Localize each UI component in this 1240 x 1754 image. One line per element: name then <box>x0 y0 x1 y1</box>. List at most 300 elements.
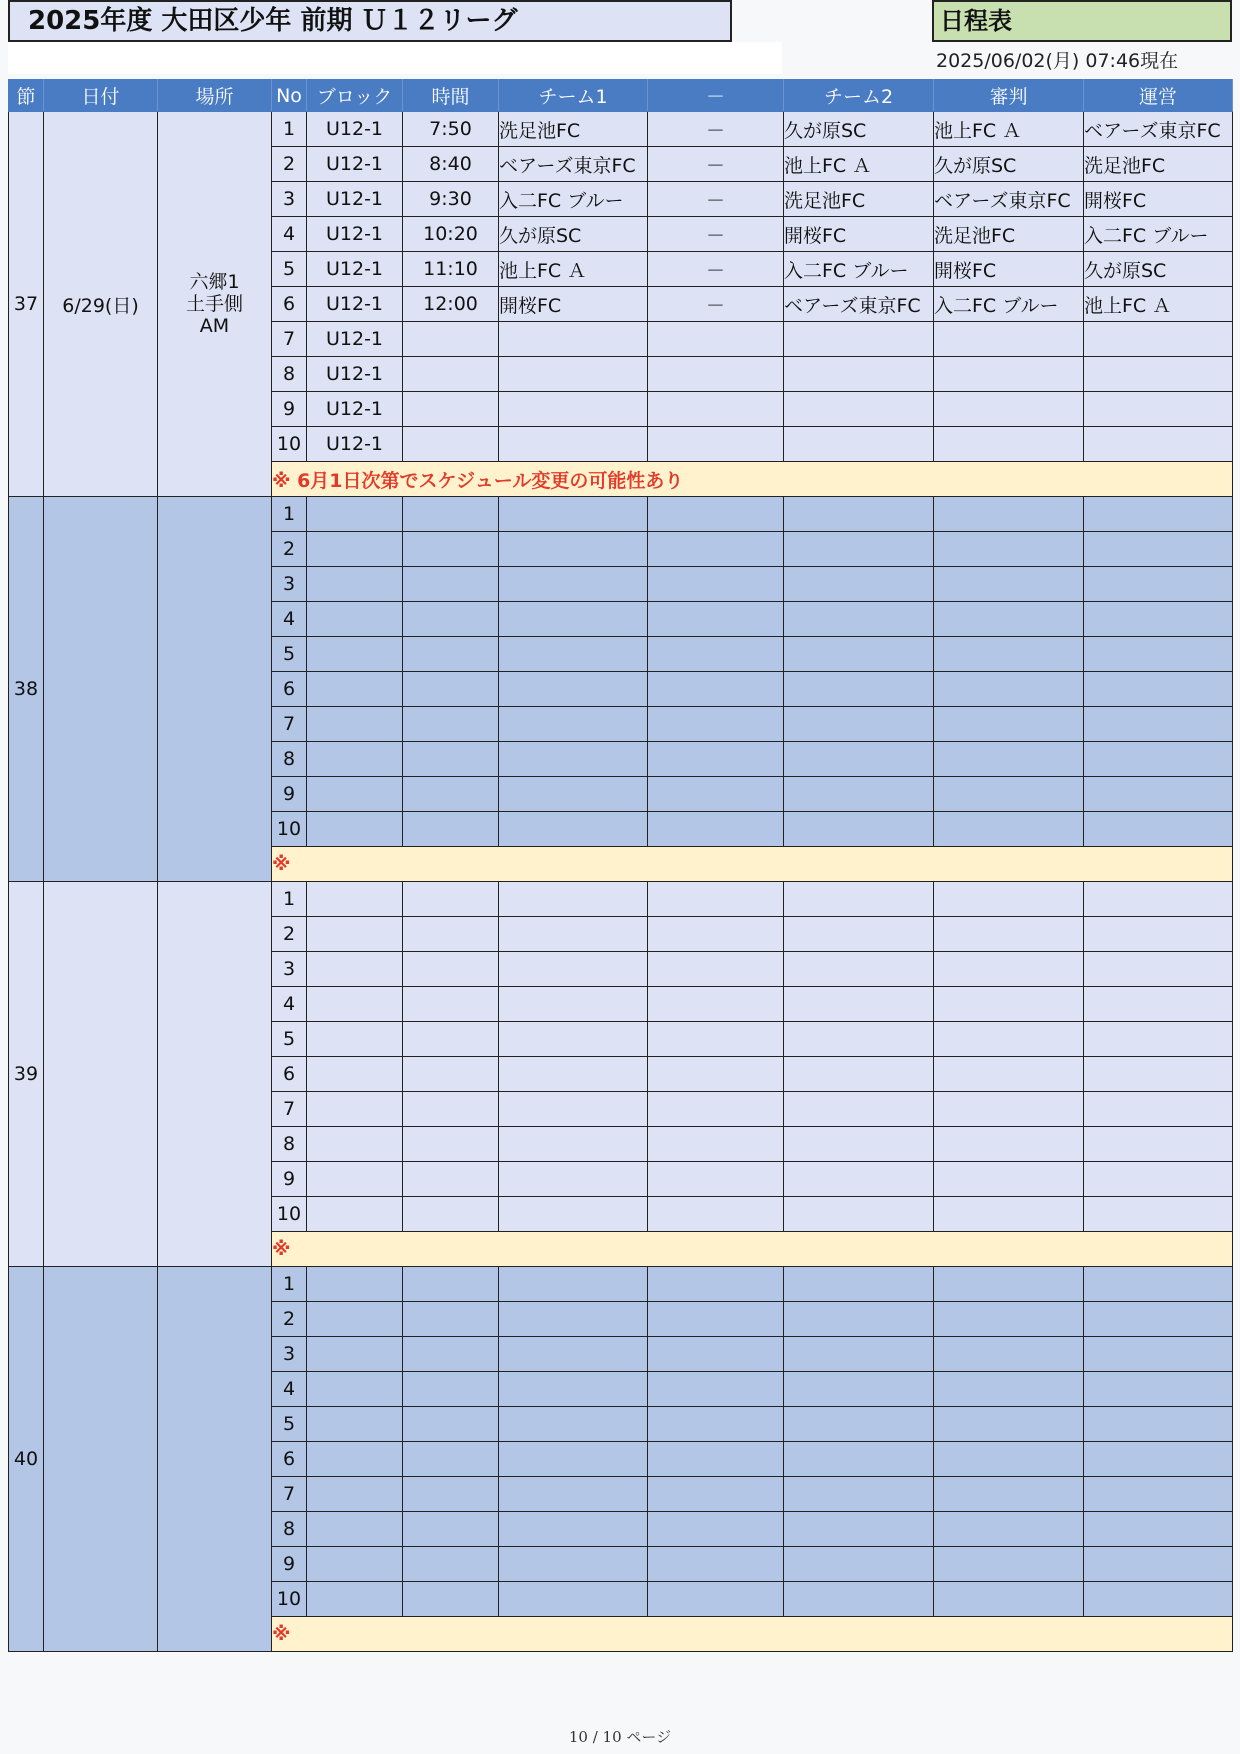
ops-cell <box>1084 1302 1233 1337</box>
date-cell: 6/29(日) <box>44 112 158 497</box>
date-cell <box>44 882 158 1267</box>
team1-cell: 開桜FC <box>499 287 648 322</box>
match-no: 3 <box>272 567 307 602</box>
team2-cell <box>784 707 934 742</box>
team2-cell <box>784 637 934 672</box>
referee-cell <box>934 672 1084 707</box>
block-cell: U12-1 <box>307 252 403 287</box>
team2-cell <box>784 1302 934 1337</box>
block-cell <box>307 602 403 637</box>
schedule-label: 日程表 <box>932 0 1232 42</box>
team2-cell <box>784 987 934 1022</box>
time-cell <box>403 532 499 567</box>
match-no: 3 <box>272 182 307 217</box>
block-cell: U12-1 <box>307 322 403 357</box>
ops-cell: 入二FC ブルー <box>1084 217 1233 252</box>
match-no: 6 <box>272 287 307 322</box>
block-cell <box>307 1477 403 1512</box>
ops-cell <box>1084 1582 1233 1617</box>
venue-line: AM <box>199 315 230 337</box>
team1-cell: 池上FC Ａ <box>499 252 648 287</box>
ops-cell <box>1084 567 1233 602</box>
team2-cell <box>784 532 934 567</box>
referee-cell: 入二FC ブルー <box>934 287 1084 322</box>
block-cell <box>307 1512 403 1547</box>
referee-cell <box>934 1197 1084 1232</box>
time-cell <box>403 1372 499 1407</box>
dash-cell <box>648 1057 784 1092</box>
time-cell <box>403 1127 499 1162</box>
referee-cell <box>934 1162 1084 1197</box>
referee-cell <box>934 532 1084 567</box>
match-no: 2 <box>272 1302 307 1337</box>
team1-cell <box>499 882 648 917</box>
schedule-body <box>9 112 1233 1652</box>
block-cell: U12-1 <box>307 427 403 462</box>
referee-cell <box>934 742 1084 777</box>
match-no: 10 <box>272 1582 307 1617</box>
referee-cell <box>934 1337 1084 1372</box>
team1-cell <box>499 497 648 532</box>
dash-cell <box>648 1372 784 1407</box>
ops-cell <box>1084 987 1233 1022</box>
team1-cell <box>499 1302 648 1337</box>
team1-cell <box>499 987 648 1022</box>
block-cell <box>307 567 403 602</box>
team1-cell <box>499 1512 648 1547</box>
dash-cell <box>648 1302 784 1337</box>
dash-cell <box>648 1337 784 1372</box>
team1-cell <box>499 427 648 462</box>
match-no: 1 <box>272 882 307 917</box>
match-no: 10 <box>272 812 307 847</box>
block-cell <box>307 1127 403 1162</box>
col-header: 時間 <box>403 80 499 112</box>
team2-cell <box>784 917 934 952</box>
referee-cell <box>934 952 1084 987</box>
time-cell <box>403 602 499 637</box>
team2-cell <box>784 1442 934 1477</box>
team1-cell <box>499 1547 648 1582</box>
team1-cell <box>499 1582 648 1617</box>
team2-cell <box>784 357 934 392</box>
setsu-cell: 37 <box>9 112 44 497</box>
dash-cell: － <box>648 287 784 322</box>
note-cell: ※ 6月1日次第でスケジュール変更の可能性あり <box>272 462 1233 497</box>
team1-cell <box>499 1267 648 1302</box>
ops-cell <box>1084 917 1233 952</box>
block-cell <box>307 1267 403 1302</box>
dash-cell <box>648 1267 784 1302</box>
dash-cell: － <box>648 112 784 147</box>
referee-cell <box>934 1057 1084 1092</box>
time-cell <box>403 987 499 1022</box>
venue-cell <box>158 1267 272 1652</box>
block-cell <box>307 707 403 742</box>
team2-cell <box>784 742 934 777</box>
ops-cell: ベアーズ東京FC <box>1084 112 1233 147</box>
venue-line: 土手側 <box>185 293 243 315</box>
dash-cell <box>648 742 784 777</box>
team2-cell <box>784 1092 934 1127</box>
ops-cell <box>1084 812 1233 847</box>
team2-cell: 池上FC Ａ <box>784 147 934 182</box>
dash-cell <box>648 1197 784 1232</box>
referee-cell <box>934 567 1084 602</box>
dash-cell <box>648 987 784 1022</box>
time-cell <box>403 1267 499 1302</box>
team2-cell <box>784 1407 934 1442</box>
team2-cell <box>784 392 934 427</box>
time-cell <box>403 1337 499 1372</box>
team1-cell <box>499 742 648 777</box>
time-cell <box>403 1407 499 1442</box>
ops-cell <box>1084 1372 1233 1407</box>
block-cell <box>307 1162 403 1197</box>
venue-cell <box>158 882 272 1267</box>
match-no: 2 <box>272 532 307 567</box>
ops-cell <box>1084 1162 1233 1197</box>
dash-cell: － <box>648 252 784 287</box>
team1-cell <box>499 602 648 637</box>
block-cell <box>307 952 403 987</box>
dash-cell <box>648 707 784 742</box>
referee-cell <box>934 917 1084 952</box>
match-no: 5 <box>272 1022 307 1057</box>
referee-cell: 久が原SC <box>934 147 1084 182</box>
block-cell <box>307 1337 403 1372</box>
dash-cell <box>648 1127 784 1162</box>
time-cell <box>403 777 499 812</box>
dash-cell <box>648 567 784 602</box>
referee-cell <box>934 497 1084 532</box>
dash-cell <box>648 427 784 462</box>
team2-cell <box>784 672 934 707</box>
match-no: 7 <box>272 1092 307 1127</box>
time-cell <box>403 1582 499 1617</box>
team1-cell <box>499 812 648 847</box>
match-no: 10 <box>272 427 307 462</box>
match-no: 7 <box>272 322 307 357</box>
setsu-cell: 38 <box>9 497 44 882</box>
team2-cell <box>784 1162 934 1197</box>
match-no: 3 <box>272 1337 307 1372</box>
match-no: 8 <box>272 1512 307 1547</box>
referee-cell <box>934 987 1084 1022</box>
team1-cell <box>499 322 648 357</box>
ops-cell <box>1084 1022 1233 1057</box>
time-cell: 12:00 <box>403 287 499 322</box>
ops-cell <box>1084 1442 1233 1477</box>
block-cell <box>307 637 403 672</box>
dash-cell: － <box>648 147 784 182</box>
dash-cell <box>648 1547 784 1582</box>
block-cell: U12-1 <box>307 217 403 252</box>
team1-cell <box>499 672 648 707</box>
block-cell <box>307 532 403 567</box>
time-cell: 11:10 <box>403 252 499 287</box>
time-cell <box>403 1547 499 1582</box>
ops-cell: 洗足池FC <box>1084 147 1233 182</box>
page-number: 10 / 10 ページ <box>568 1728 672 1746</box>
time-cell <box>403 1057 499 1092</box>
block-cell <box>307 1197 403 1232</box>
match-no: 9 <box>272 1162 307 1197</box>
dash-cell: － <box>648 217 784 252</box>
time-cell <box>403 882 499 917</box>
block-cell <box>307 917 403 952</box>
team2-cell <box>784 602 934 637</box>
team2-cell: 久が原SC <box>784 112 934 147</box>
team1-cell <box>499 1442 648 1477</box>
ops-cell <box>1084 1197 1233 1232</box>
ops-cell <box>1084 1057 1233 1092</box>
time-cell <box>403 1302 499 1337</box>
match-no: 6 <box>272 672 307 707</box>
time-cell <box>403 357 499 392</box>
referee-cell <box>934 1512 1084 1547</box>
col-header: 運営 <box>1084 80 1233 112</box>
time-cell <box>403 1022 499 1057</box>
team1-cell <box>499 1477 648 1512</box>
block-cell <box>307 987 403 1022</box>
time-cell <box>403 1442 499 1477</box>
block-cell <box>307 1372 403 1407</box>
team2-cell <box>784 1512 934 1547</box>
team1-cell: 洗足池FC <box>499 112 648 147</box>
match-no: 4 <box>272 1372 307 1407</box>
team1-cell <box>499 707 648 742</box>
time-cell <box>403 1477 499 1512</box>
page-title: 2025年度 大田区少年 前期 Ｕ１２リーグ <box>8 0 732 42</box>
team2-cell <box>784 1477 934 1512</box>
referee-cell <box>934 1372 1084 1407</box>
col-header: 節 <box>9 80 44 112</box>
dash-cell <box>648 1512 784 1547</box>
team1-cell <box>499 1162 648 1197</box>
match-no: 7 <box>272 1477 307 1512</box>
ops-cell <box>1084 777 1233 812</box>
match-no: 10 <box>272 1197 307 1232</box>
note-cell: ※ <box>272 847 1233 882</box>
referee-cell <box>934 1477 1084 1512</box>
dash-cell: － <box>648 182 784 217</box>
team2-cell <box>784 1127 934 1162</box>
team1-cell <box>499 1127 648 1162</box>
note-cell: ※ <box>272 1617 1233 1652</box>
team1-cell: 久が原SC <box>499 217 648 252</box>
team2-cell <box>784 1547 934 1582</box>
col-header: 日付 <box>44 80 158 112</box>
referee-cell <box>934 882 1084 917</box>
time-cell <box>403 812 499 847</box>
block-cell <box>307 1302 403 1337</box>
table-row <box>9 1267 1233 1302</box>
block-cell <box>307 1022 403 1057</box>
ops-cell <box>1084 392 1233 427</box>
time-cell <box>403 392 499 427</box>
venue-cell <box>158 112 272 497</box>
time-cell <box>403 1162 499 1197</box>
team1-cell <box>499 637 648 672</box>
team2-cell <box>784 497 934 532</box>
time-cell <box>403 952 499 987</box>
dash-cell <box>648 392 784 427</box>
team2-cell: ベアーズ東京FC <box>784 287 934 322</box>
dash-cell <box>648 602 784 637</box>
match-no: 2 <box>272 917 307 952</box>
team2-cell <box>784 1337 934 1372</box>
venue-line: 六郷1 <box>189 271 240 293</box>
ops-cell <box>1084 602 1233 637</box>
team1-cell <box>499 1197 648 1232</box>
referee-cell <box>934 812 1084 847</box>
team1-cell <box>499 532 648 567</box>
match-no: 9 <box>272 392 307 427</box>
time-cell: 8:40 <box>403 147 499 182</box>
dash-cell <box>648 1407 784 1442</box>
team1-cell: ベアーズ東京FC <box>499 147 648 182</box>
block-cell: U12-1 <box>307 112 403 147</box>
ops-cell <box>1084 1477 1233 1512</box>
ops-cell <box>1084 1547 1233 1582</box>
dash-cell <box>648 882 784 917</box>
ops-cell <box>1084 1267 1233 1302</box>
team1-cell <box>499 1372 648 1407</box>
block-cell: U12-1 <box>307 392 403 427</box>
time-cell: 9:30 <box>403 182 499 217</box>
team1-cell <box>499 357 648 392</box>
team2-cell <box>784 1582 934 1617</box>
referee-cell <box>934 1022 1084 1057</box>
match-no: 6 <box>272 1057 307 1092</box>
team2-cell <box>784 1022 934 1057</box>
time-cell <box>403 707 499 742</box>
time-cell <box>403 1197 499 1232</box>
dash-cell <box>648 1092 784 1127</box>
block-cell <box>307 497 403 532</box>
team2-cell <box>784 567 934 602</box>
team2-cell: 洗足池FC <box>784 182 934 217</box>
team2-cell: 入二FC ブルー <box>784 252 934 287</box>
ops-cell <box>1084 672 1233 707</box>
match-no: 4 <box>272 217 307 252</box>
match-no: 1 <box>272 497 307 532</box>
ops-cell <box>1084 1127 1233 1162</box>
header-row <box>9 80 1233 112</box>
ops-cell <box>1084 707 1233 742</box>
block-cell <box>307 812 403 847</box>
team2-cell <box>784 427 934 462</box>
match-no: 8 <box>272 357 307 392</box>
team1-cell <box>499 1022 648 1057</box>
ops-cell <box>1084 882 1233 917</box>
ops-cell <box>1084 427 1233 462</box>
time-cell <box>403 567 499 602</box>
block-cell <box>307 1407 403 1442</box>
time-cell <box>403 672 499 707</box>
team1-cell <box>499 392 648 427</box>
dash-cell <box>648 1582 784 1617</box>
ops-cell <box>1084 1337 1233 1372</box>
referee-cell <box>934 1582 1084 1617</box>
ops-cell <box>1084 532 1233 567</box>
ops-cell <box>1084 322 1233 357</box>
ops-cell <box>1084 1092 1233 1127</box>
match-no: 4 <box>272 602 307 637</box>
time-cell <box>403 322 499 357</box>
match-no: 5 <box>272 1407 307 1442</box>
ops-cell <box>1084 497 1233 532</box>
match-no: 3 <box>272 952 307 987</box>
table-row <box>9 497 1233 532</box>
team2-cell <box>784 322 934 357</box>
dash-cell <box>648 952 784 987</box>
ops-cell <box>1084 952 1233 987</box>
match-no: 8 <box>272 1127 307 1162</box>
team2-cell <box>784 952 934 987</box>
dash-cell <box>648 357 784 392</box>
referee-cell <box>934 637 1084 672</box>
block-cell: U12-1 <box>307 287 403 322</box>
block-cell: U12-1 <box>307 357 403 392</box>
match-no: 9 <box>272 777 307 812</box>
col-header: ブロック <box>307 80 403 112</box>
table-row <box>9 112 1233 147</box>
referee-cell: 開桜FC <box>934 252 1084 287</box>
team2-cell <box>784 1197 934 1232</box>
ops-cell <box>1084 742 1233 777</box>
referee-cell <box>934 427 1084 462</box>
col-header: 場所 <box>158 80 272 112</box>
team1-cell <box>499 1337 648 1372</box>
col-header: チーム2 <box>784 80 934 112</box>
referee-cell <box>934 1092 1084 1127</box>
time-cell <box>403 1092 499 1127</box>
referee-cell <box>934 1442 1084 1477</box>
block-cell <box>307 742 403 777</box>
block-cell: U12-1 <box>307 182 403 217</box>
col-header: No <box>272 80 307 112</box>
team1-cell <box>499 567 648 602</box>
table-row <box>9 882 1233 917</box>
time-cell <box>403 917 499 952</box>
ops-cell <box>1084 1407 1233 1442</box>
match-no: 1 <box>272 1267 307 1302</box>
team1-cell <box>499 917 648 952</box>
match-no: 6 <box>272 1442 307 1477</box>
dash-cell <box>648 532 784 567</box>
time-cell: 10:20 <box>403 217 499 252</box>
ops-cell: 開桜FC <box>1084 182 1233 217</box>
time-cell <box>403 637 499 672</box>
match-no: 5 <box>272 637 307 672</box>
referee-cell <box>934 1267 1084 1302</box>
ops-cell <box>1084 1512 1233 1547</box>
note-cell: ※ <box>272 1232 1233 1267</box>
referee-cell: 池上FC Ａ <box>934 112 1084 147</box>
referee-cell <box>934 322 1084 357</box>
time-cell <box>403 497 499 532</box>
date-cell <box>44 1267 158 1652</box>
dash-cell <box>648 1442 784 1477</box>
match-no: 1 <box>272 112 307 147</box>
block-cell <box>307 1057 403 1092</box>
time-cell <box>403 1512 499 1547</box>
team2-cell <box>784 777 934 812</box>
team1-cell: 入二FC ブルー <box>499 182 648 217</box>
team2-cell <box>784 812 934 847</box>
